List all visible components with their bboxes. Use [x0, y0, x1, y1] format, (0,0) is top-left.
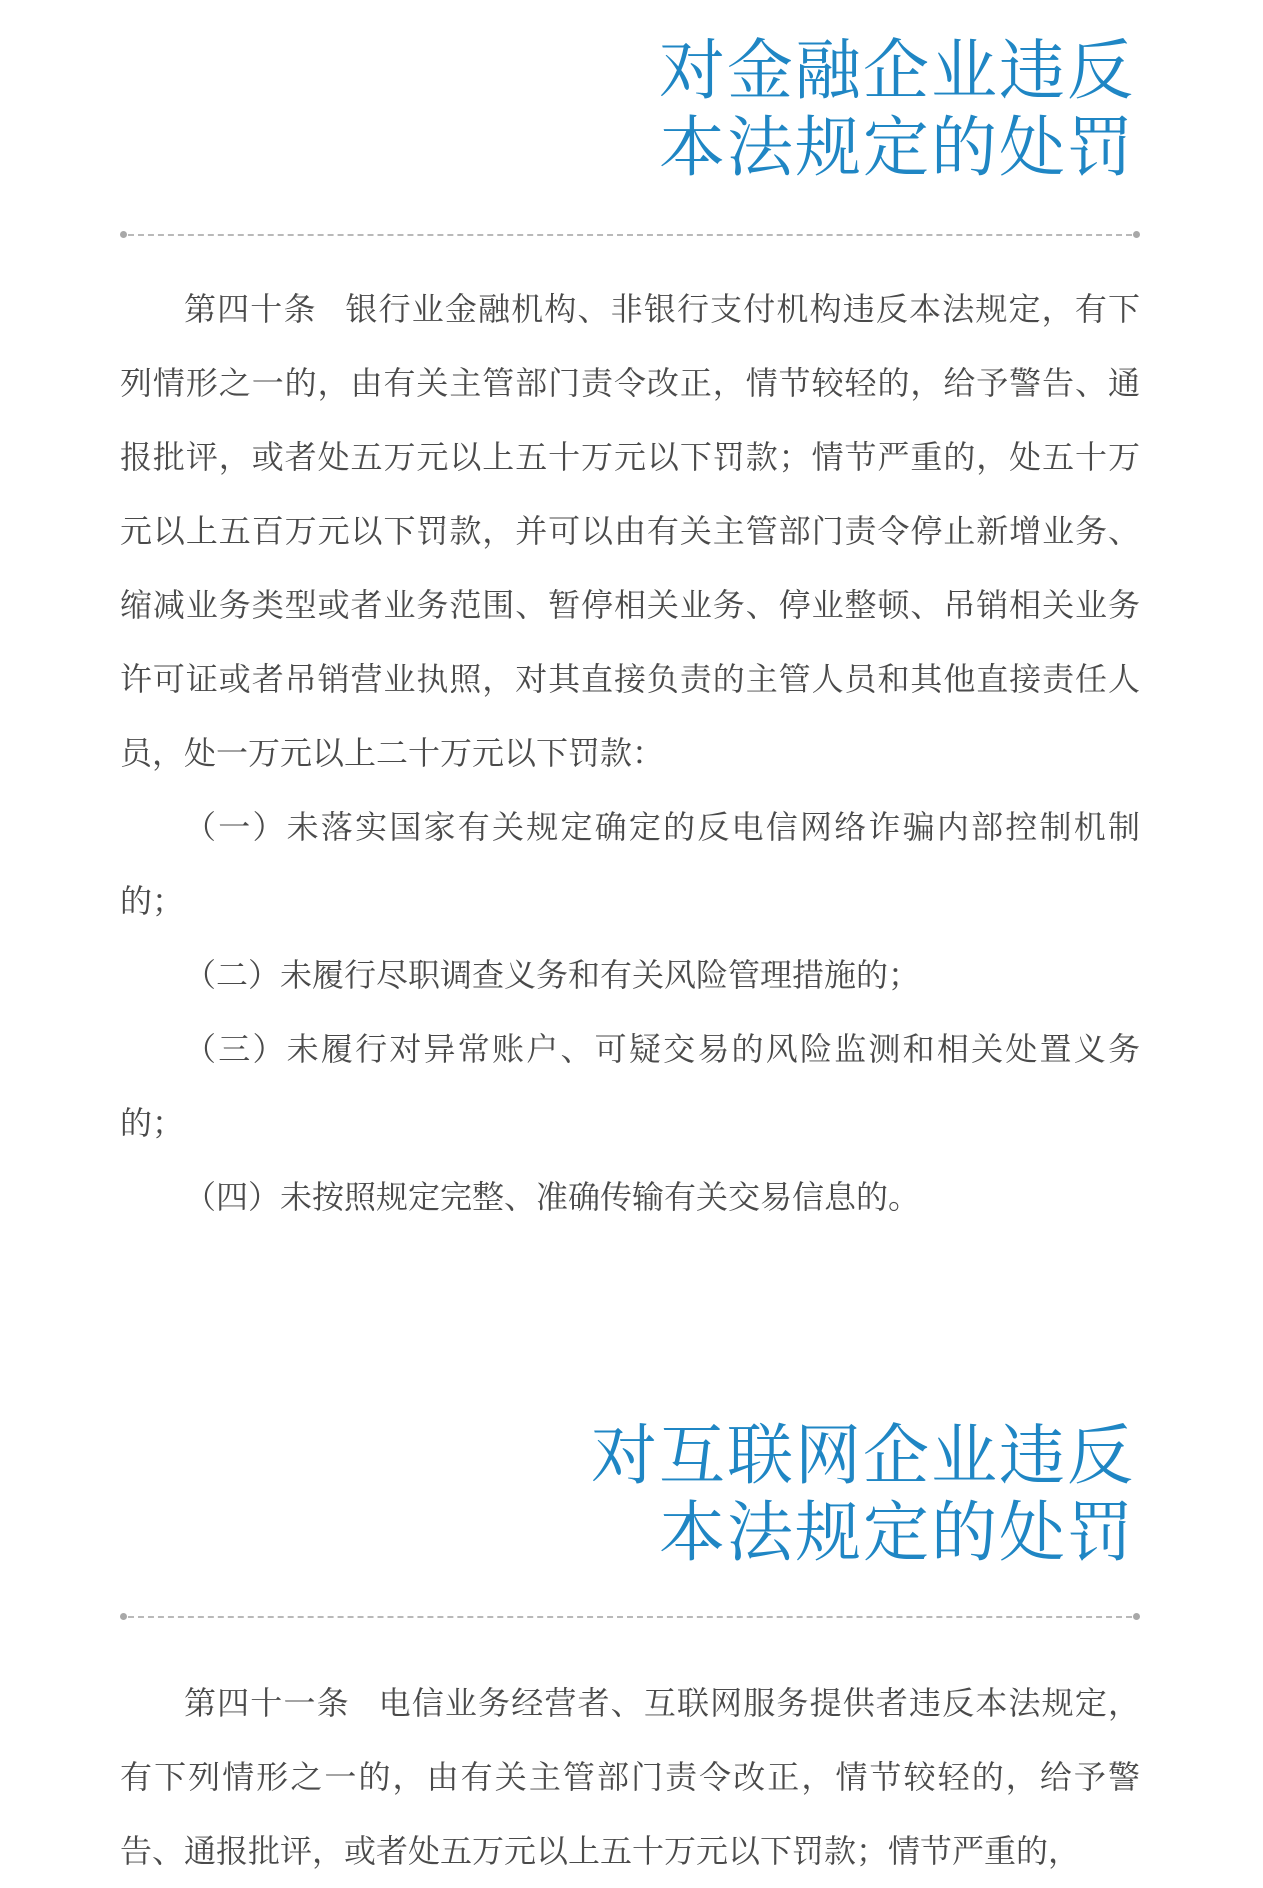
- section2-body: [120, 1666, 1140, 1888]
- section2-divider: [120, 1613, 1140, 1621]
- article-40-number: 第四十条: [184, 290, 317, 328]
- article-41-number: 第四十一条: [184, 1684, 350, 1722]
- article-40-item-1: （一）未落实国家有关规定确定的反电信网络诈骗内部控制机制的；: [120, 808, 1140, 920]
- article-40-paragraph: [120, 272, 1140, 790]
- section2-title-line1: 对互联网企业违反: [591, 1417, 1135, 1494]
- article-40-text: 银行业金融机构、非银行支付机构违反本法规定，有下列情形之一的，由有关主管部门责令改正，情节较轻的，给予警告、通报批评，或者处五万元以上五十万元以下罚款；情节严重的，处五十万元以上五百万元以下罚款，并可以由有关主管部门责令停止新增业务、缩减业务类型或者业务范围、暂停相关业务、停业整顿、吊销相关业务许可证或者吊销营业执照，对其直接负责的主管人员和其他直接责任人员，处一万元以上二十万元以下罚款：: [120, 290, 1140, 772]
- article-41-text: 电信业务经营者、互联网服务提供者违反本法规定，有下列情形之一的，由有关主管部门责令改正，情节较轻的，给予警告、通报批评，或者处五万元以上五十万元以下罚款；情节严重的，: [120, 1684, 1140, 1870]
- section1-title-line2: 本法规定的处罚: [659, 109, 1135, 186]
- section1-divider: [120, 231, 1140, 239]
- section2-title-line2: 本法规定的处罚: [659, 1494, 1135, 1571]
- article-41-paragraph: [120, 1666, 1140, 1888]
- section1-body: [120, 272, 1140, 1234]
- article-40-item-4: （四）未按照规定完整、准确传输有关交易信息的。: [184, 1178, 921, 1216]
- article-40-item-3: （三）未履行对异常账户、可疑交易的风险监测和相关处置义务的；: [120, 1030, 1140, 1142]
- article-40-item-2: （二）未履行尽职调查义务和有关风险管理措施的；: [184, 956, 921, 994]
- section2-title: [591, 1417, 1135, 1571]
- section1-title-line1: 对金融企业违反: [659, 32, 1135, 109]
- section1-title: [659, 32, 1135, 186]
